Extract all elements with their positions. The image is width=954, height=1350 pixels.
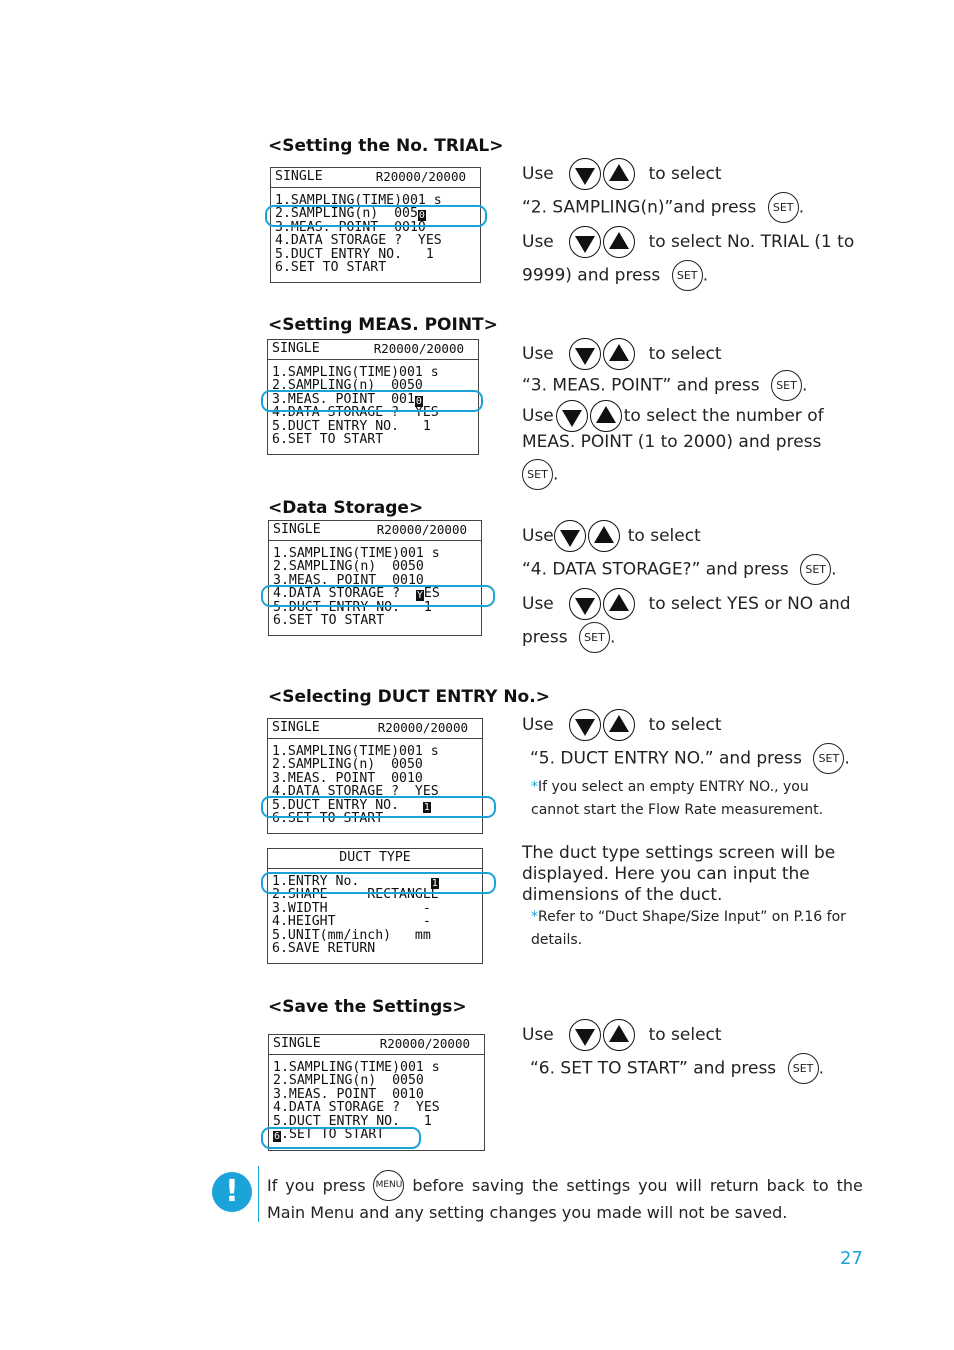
- lcd-counter: R20000/20000: [376, 522, 467, 537]
- paragraph-line: The duct type settings screen will be: [522, 843, 836, 863]
- instruction-line: 9999) and press SET .: [522, 260, 708, 291]
- instruction-line: Use to select: [522, 338, 722, 370]
- up-arrow-icon: [590, 400, 622, 432]
- lcd-counter: R20000/20000: [379, 1036, 470, 1051]
- up-arrow-icon: [603, 588, 635, 620]
- lcd-row: 5.DUCT ENTRY NO. 1: [272, 418, 431, 434]
- lcd-mode: SINGLE: [273, 522, 321, 537]
- note: cannot start the Flow Rate measurement.: [531, 802, 824, 818]
- page-number: 27: [840, 1248, 863, 1269]
- lcd-row: 4.DATA STORAGE ? YES: [273, 1100, 440, 1116]
- menu-button-icon: MENU: [373, 1170, 404, 1201]
- lcd-cursor: 1: [431, 878, 438, 889]
- lcd-cursor: 0: [418, 210, 425, 222]
- heading-meas-point: <Setting MEAS. POINT>: [268, 315, 498, 335]
- instruction-line: “2. SAMPLING(n)”and press SET .: [522, 192, 804, 223]
- instruction-line: “6. SET TO START” and press SET .: [530, 1053, 824, 1084]
- heading-save: <Save the Settings>: [268, 997, 467, 1017]
- instruction-line: “4. DATA STORAGE?” and press SET .: [522, 554, 837, 585]
- down-arrow-icon: [556, 400, 588, 432]
- lcd-row: 6.SET TO START: [272, 431, 384, 447]
- up-arrow-icon: [603, 226, 635, 258]
- lcd-row: 6.SET TO START: [273, 612, 385, 628]
- lcd-row: 6.SET TO START: [272, 810, 384, 826]
- up-arrow-icon: [603, 338, 635, 370]
- instruction-line: press SET .: [522, 622, 615, 653]
- lcd-row: 1.ENTRY No. 1: [272, 874, 438, 889]
- lcd-row: 5.UNIT(mm/inch) mm: [272, 927, 431, 943]
- lcd-screen-data-storage: [268, 520, 482, 636]
- instruction-line: SET .: [522, 459, 558, 490]
- highlight-ring: [261, 796, 496, 818]
- heading-duct-entry: <Selecting DUCT ENTRY No.>: [268, 687, 550, 707]
- lcd-mode: SINGLE: [273, 1036, 321, 1051]
- lcd-row: 6.SET TO START: [273, 1126, 385, 1142]
- highlight-ring: [265, 205, 487, 227]
- lcd-row: 1.SAMPLING(TIME)001 s: [275, 193, 442, 208]
- lcd-row: 6.SAVE RETURN: [272, 940, 376, 956]
- divider: [258, 1166, 259, 1222]
- highlight-ring: [261, 872, 496, 894]
- lcd-row: 2.SAMPLING(n) 0050: [272, 757, 423, 773]
- highlight-ring: [261, 390, 483, 412]
- up-arrow-icon: [603, 709, 635, 741]
- lcd-counter: R20000/20000: [375, 169, 466, 184]
- lcd-counter: R20000/20000: [373, 341, 464, 356]
- note: details.: [531, 932, 583, 948]
- lcd-row: 1.SAMPLING(TIME)001 s: [273, 1060, 440, 1075]
- set-button-icon: SET: [672, 260, 703, 291]
- set-button-icon: SET: [771, 370, 802, 401]
- up-arrow-icon: [603, 158, 635, 190]
- lcd-row: 3.MEAS. POINT 0010: [273, 572, 424, 588]
- up-arrow-icon: [588, 520, 620, 552]
- instruction-line: Use to select: [522, 158, 722, 190]
- instruction-line: Use to select: [522, 1019, 722, 1051]
- lcd-row: 1.SAMPLING(TIME)001 s: [272, 744, 439, 759]
- lcd-row: 4.DATA STORAGE ? YES: [275, 233, 442, 249]
- lcd-row: 3.MEAS. POINT 0010: [273, 1086, 424, 1102]
- lcd-mode: SINGLE: [275, 169, 323, 184]
- down-arrow-icon: [554, 520, 586, 552]
- lcd-row: 1.SAMPLING(TIME)001 s: [273, 546, 440, 561]
- lcd-row: 5.DUCT ENTRY NO. 1: [273, 599, 432, 615]
- lcd-mode: SINGLE: [272, 720, 320, 735]
- up-arrow-icon: [603, 1019, 635, 1051]
- lcd-row: 3.MEAS. POINT 0010: [272, 770, 423, 786]
- instruction-line: “5. DUCT ENTRY NO.” and press SET .: [530, 743, 850, 774]
- warning-text: If you press MENU before saving the settings you will return back to the Main Menu and any setting changes you made will not be saved.: [267, 1170, 863, 1225]
- down-arrow-icon: [569, 588, 601, 620]
- note: *If you select an empty ENTRY NO., you: [531, 779, 809, 795]
- set-button-icon: SET: [813, 743, 844, 774]
- lcd-screen-duct-type: [267, 848, 483, 964]
- lcd-cursor: 1: [423, 801, 430, 813]
- paragraph-line: dimensions of the duct.: [522, 885, 723, 905]
- heading-trial: <Setting the No. TRIAL>: [268, 136, 504, 156]
- lcd-row: 4.DATA STORAGE ? YES: [272, 405, 439, 421]
- lcd-row: 2.SAMPLING(n) 0050: [272, 378, 423, 394]
- set-button-icon: SET: [579, 622, 610, 653]
- lcd-row: 6.SET TO START: [275, 259, 387, 275]
- lcd-row: 2.SAMPLING(n) 0050: [273, 559, 424, 575]
- lcd-cursor: 6: [273, 1130, 281, 1142]
- instruction-line: Use to select: [522, 520, 701, 552]
- down-arrow-icon: [569, 338, 601, 370]
- lcd-row: 5.DUCT ENTRY NO. 1: [275, 246, 434, 262]
- lcd-counter: R20000/20000: [377, 720, 468, 735]
- lcd-title: DUCT TYPE: [339, 850, 411, 865]
- down-arrow-icon: [569, 226, 601, 258]
- set-button-icon: SET: [800, 554, 831, 585]
- highlight-ring: [261, 585, 495, 607]
- down-arrow-icon: [569, 1019, 601, 1051]
- instruction-line: Use to select the number of: [522, 400, 824, 432]
- lcd-row: 2.SAMPLING(n) 0050: [275, 206, 425, 222]
- lcd-row: 3.WIDTH -: [272, 900, 431, 916]
- instruction-line: Use to select No. TRIAL (1 to: [522, 226, 854, 258]
- lcd-cursor: 0: [415, 395, 422, 407]
- instruction-line: Use to select: [522, 709, 722, 741]
- lcd-cursor: Y: [416, 590, 423, 602]
- lcd-mode: SINGLE: [272, 341, 320, 356]
- set-button-icon: SET: [788, 1053, 819, 1084]
- paragraph-line: displayed. Here you can input the: [522, 864, 810, 884]
- lcd-row: 2.SHAPE RECTANGLE: [272, 887, 439, 903]
- lcd-row: 5.DUCT ENTRY NO. 1: [272, 797, 430, 813]
- down-arrow-icon: [569, 709, 601, 741]
- note: *Refer to “Duct Shape/Size Input” on P.16 for: [531, 909, 846, 925]
- down-arrow-icon: [569, 158, 601, 190]
- instruction-line: “3. MEAS. POINT” and press SET .: [522, 370, 807, 401]
- lcd-row: 4.DATA STORAGE ? YES: [272, 784, 439, 800]
- lcd-row: 3.MEAS. POINT 0010: [275, 219, 426, 235]
- highlight-ring: [261, 1127, 421, 1149]
- set-button-icon: SET: [522, 459, 553, 490]
- lcd-row: 5.DUCT ENTRY NO. 1: [273, 1113, 432, 1129]
- set-button-icon: SET: [768, 192, 799, 223]
- lcd-row: 2.SAMPLING(n) 0050: [273, 1073, 424, 1089]
- warning-icon: !: [212, 1172, 252, 1212]
- heading-data-storage: <Data Storage>: [268, 498, 424, 518]
- lcd-row: 1.SAMPLING(TIME)001 s: [272, 365, 439, 380]
- lcd-row: 4.HEIGHT -: [272, 914, 431, 930]
- lcd-row: 3.MEAS. POINT 0010: [272, 391, 422, 407]
- lcd-row: 4.DATA STORAGE ? YES: [273, 586, 440, 602]
- instruction-line: MEAS. POINT (1 to 2000) and press: [522, 432, 822, 452]
- instruction-line: Use to select YES or NO and: [522, 588, 851, 620]
